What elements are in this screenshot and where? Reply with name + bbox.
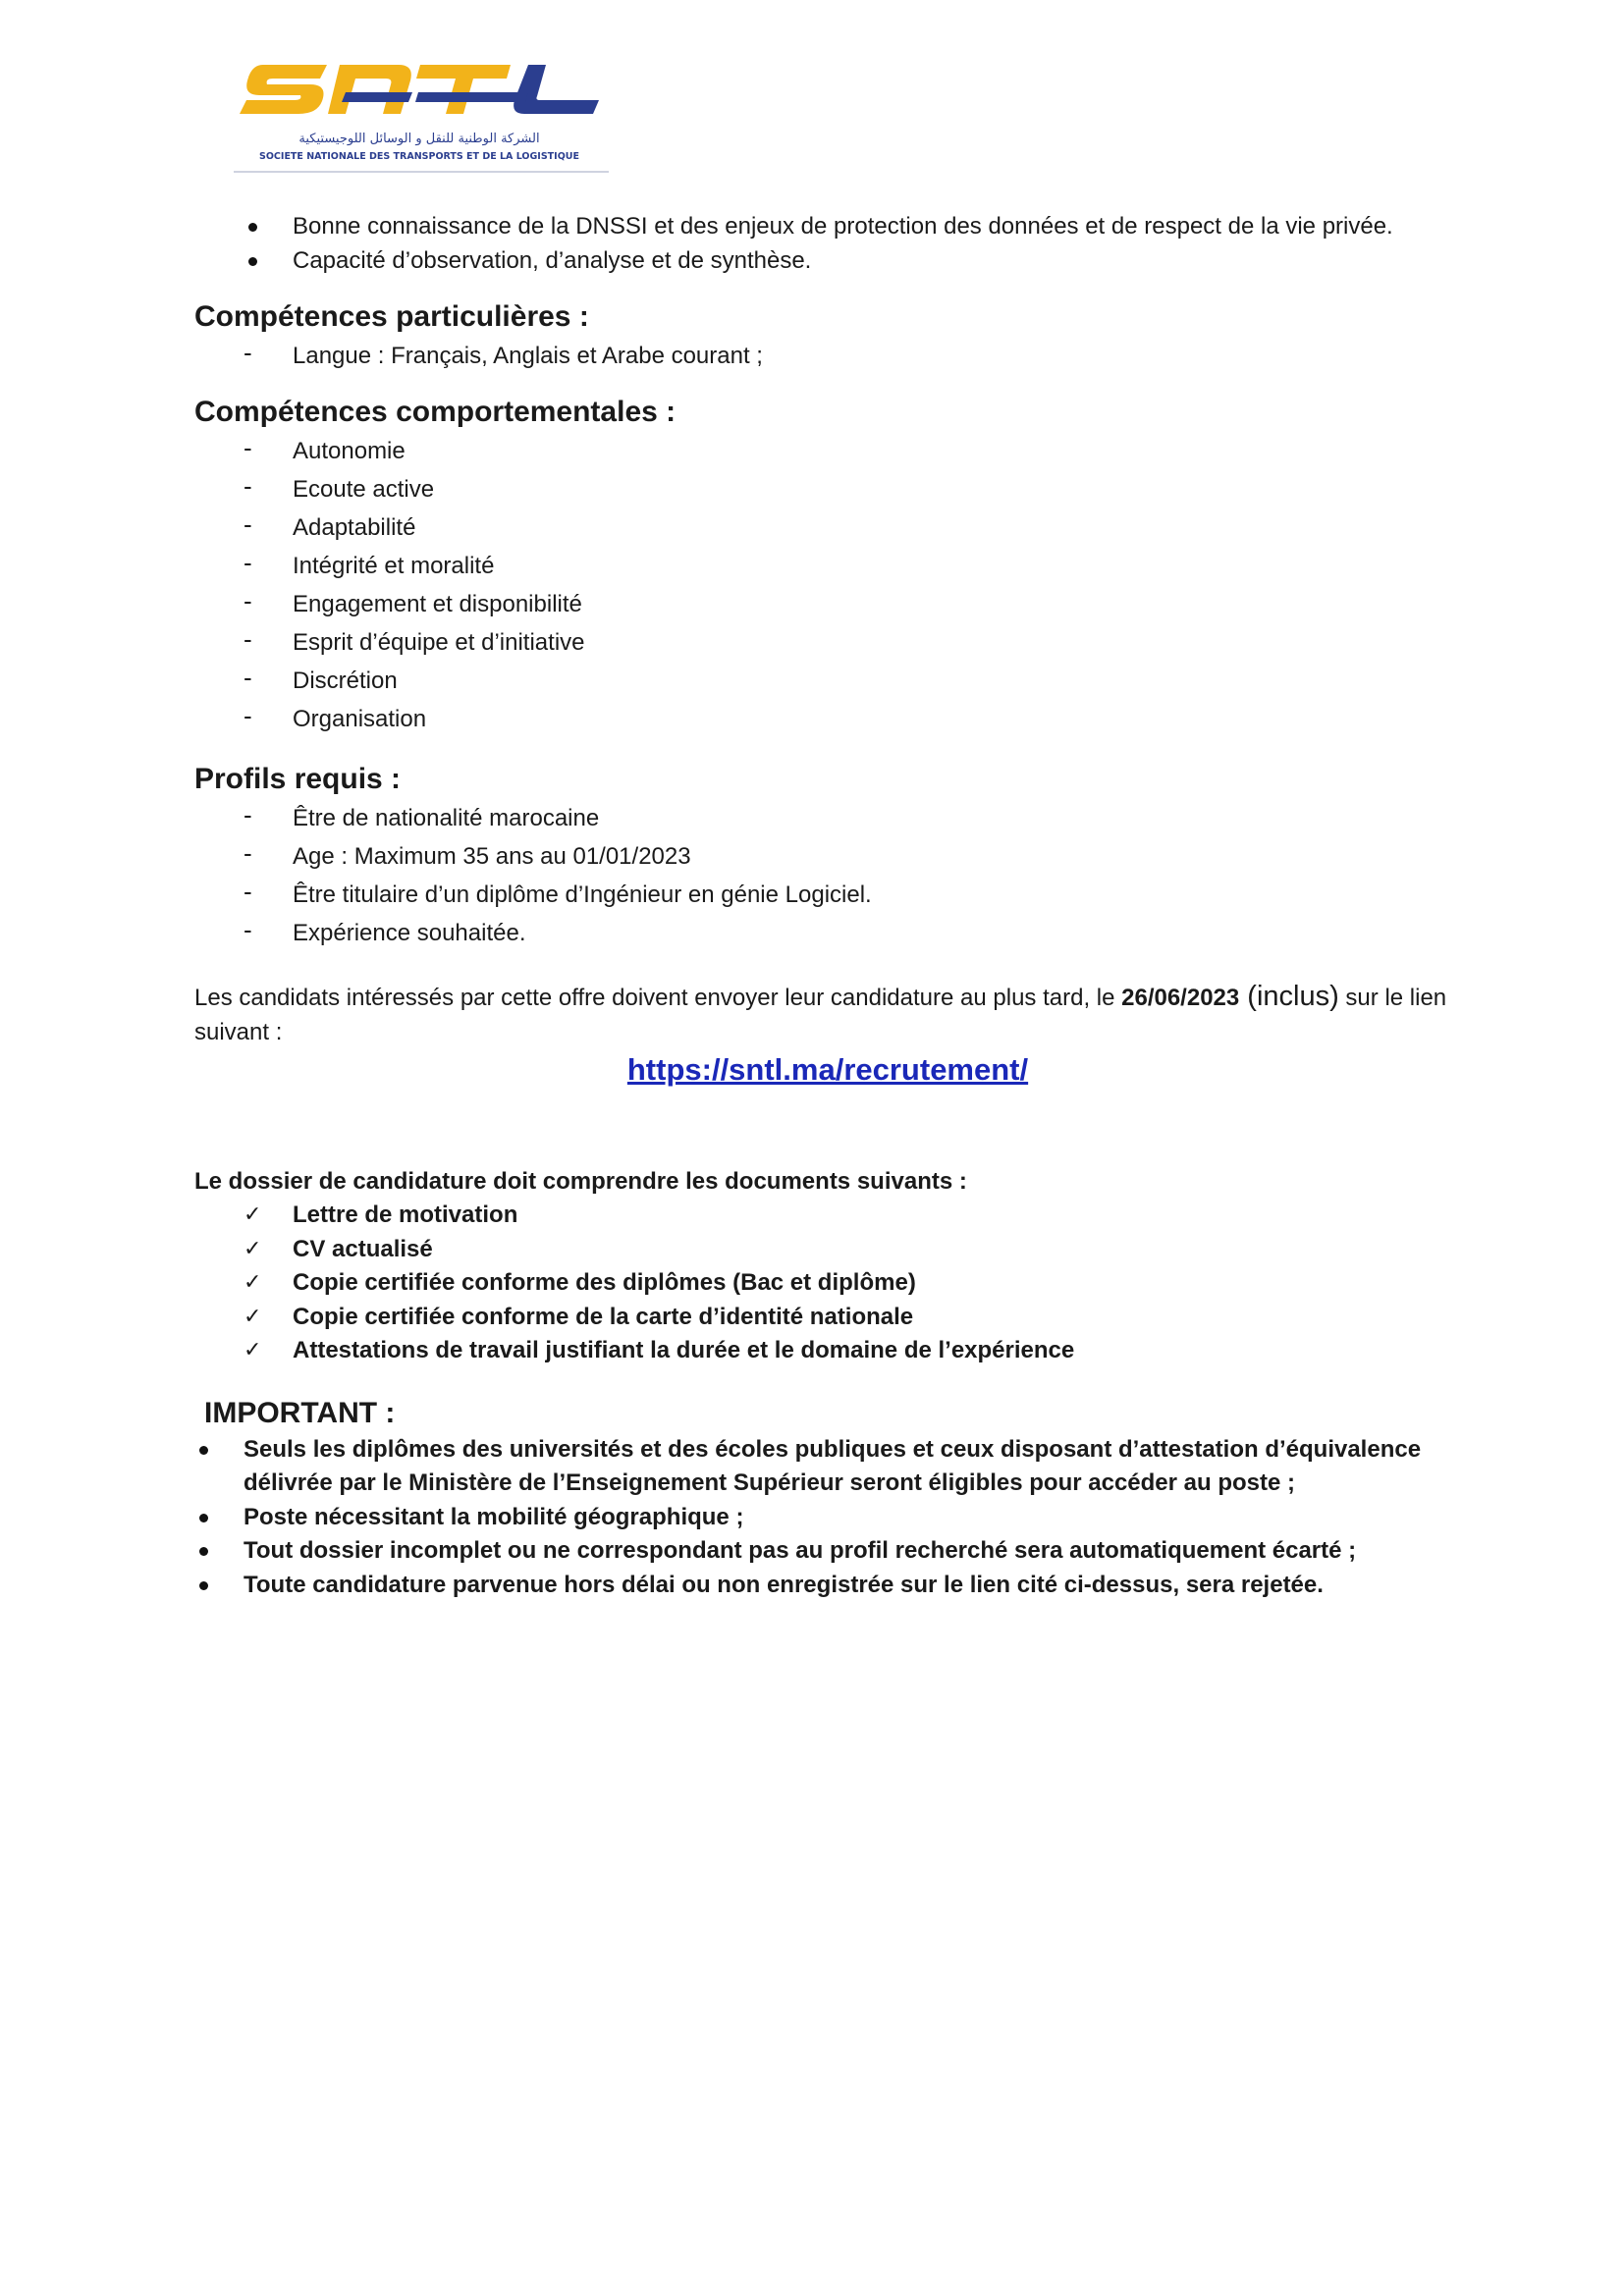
application-text: Les candidats intéressés par cette offre doivent envoyer leur candidature au plus tard, le <box>194 985 1122 1011</box>
list-item: - Engagement et disponibilité <box>194 585 1461 623</box>
dossier-checklist <box>194 1199 1461 1368</box>
checklist-item: ✓ Lettre de motivation <box>194 1199 1461 1233</box>
list-item: - Esprit d’équipe et d’initiative <box>194 623 1461 662</box>
list-item: Poste nécessitant la mobilité géographique ; <box>194 1501 1461 1535</box>
checklist-item: ✓ Copie certifiée conforme des diplômes (Bac et diplôme) <box>194 1266 1461 1301</box>
dossier-title: Le dossier de candidature doit comprendre les documents suivants : <box>194 1167 967 1195</box>
checklist-item: ✓ CV actualisé <box>194 1233 1461 1267</box>
list-item: - Organisation <box>194 700 1461 738</box>
list-item: - Ecoute active <box>194 470 1461 508</box>
list-item: Tout dossier incomplet ou ne correspondant pas au profil recherché sera automatiquement écarté ; <box>194 1534 1461 1569</box>
list-item: Capacité d’observation, d’analyse et de synthèse. <box>194 244 1461 279</box>
logo-french-name: SOCIETE NATIONALE DES TRANSPORTS ET DE LA LOGISTIQUE <box>259 151 579 162</box>
list-item: - Age : Maximum 35 ans au 01/01/2023 <box>194 837 1461 876</box>
section-title-comportementales: Compétences comportementales : <box>194 396 677 428</box>
intro-bullet-list <box>194 210 1461 278</box>
sntl-logo-graphic <box>234 57 609 130</box>
list-item: - Être de nationalité marocaine <box>194 799 1461 837</box>
list-item: - Autonomie <box>194 432 1461 470</box>
deadline-date: 26/06/2023 <box>1121 985 1240 1011</box>
inclus-note: (inclus) <box>1239 981 1339 1012</box>
checklist-item: ✓ Copie certifiée conforme de la carte d’identité nationale <box>194 1301 1461 1335</box>
link-container <box>194 1053 1461 1091</box>
section-title-profils: Profils requis : <box>194 763 402 795</box>
list-item: - Expérience souhaitée. <box>194 914 1461 952</box>
list-item: Seuls les diplômes des universités et des écoles publiques et ceux disposant d’attestation d’équivalence délivrée par le Ministère de l’Enseignement Supérieur seront éligibles pour accéder au poste ; <box>194 1433 1461 1501</box>
profils-list <box>194 799 1461 952</box>
comportementales-list <box>194 432 1461 738</box>
application-text-end: sur le lien suivant : <box>194 985 1447 1045</box>
checklist-item: ✓ Attestations de travail justifiant la durée et le domaine de l’expérience <box>194 1334 1461 1368</box>
list-item: Bonne connaissance de la DNSSI et des enjeux de protection des données et de respect de la vie privée. <box>194 210 1461 244</box>
list-item: - Intégrité et moralité <box>194 547 1461 585</box>
recruitment-link[interactable]: https://sntl.ma/recrutement/ <box>626 1052 1029 1087</box>
sntl-logo <box>234 57 609 175</box>
logo-divider <box>234 171 609 173</box>
particulieres-list <box>194 337 1461 375</box>
logo-arabic-name: الشركة الوطنية للنقل و الوسائل اللوجيستيكية <box>298 132 540 146</box>
list-item: - Langue : Français, Anglais et Arabe courant ; <box>194 337 1461 375</box>
important-title: IMPORTANT : <box>204 1396 396 1429</box>
list-item: - Adaptabilité <box>194 508 1461 547</box>
application-paragraph <box>194 980 1451 1049</box>
document-body <box>194 210 1461 1602</box>
list-item: - Être titulaire d’un diplôme d’Ingénieur en génie Logiciel. <box>194 876 1461 914</box>
list-item: Toute candidature parvenue hors délai ou non enregistrée sur le lien cité ci-dessus, sera rejetée. <box>194 1569 1461 1603</box>
important-list <box>194 1433 1461 1603</box>
section-title-particulieres: Compétences particulières : <box>194 300 589 333</box>
list-item: - Discrétion <box>194 662 1461 700</box>
